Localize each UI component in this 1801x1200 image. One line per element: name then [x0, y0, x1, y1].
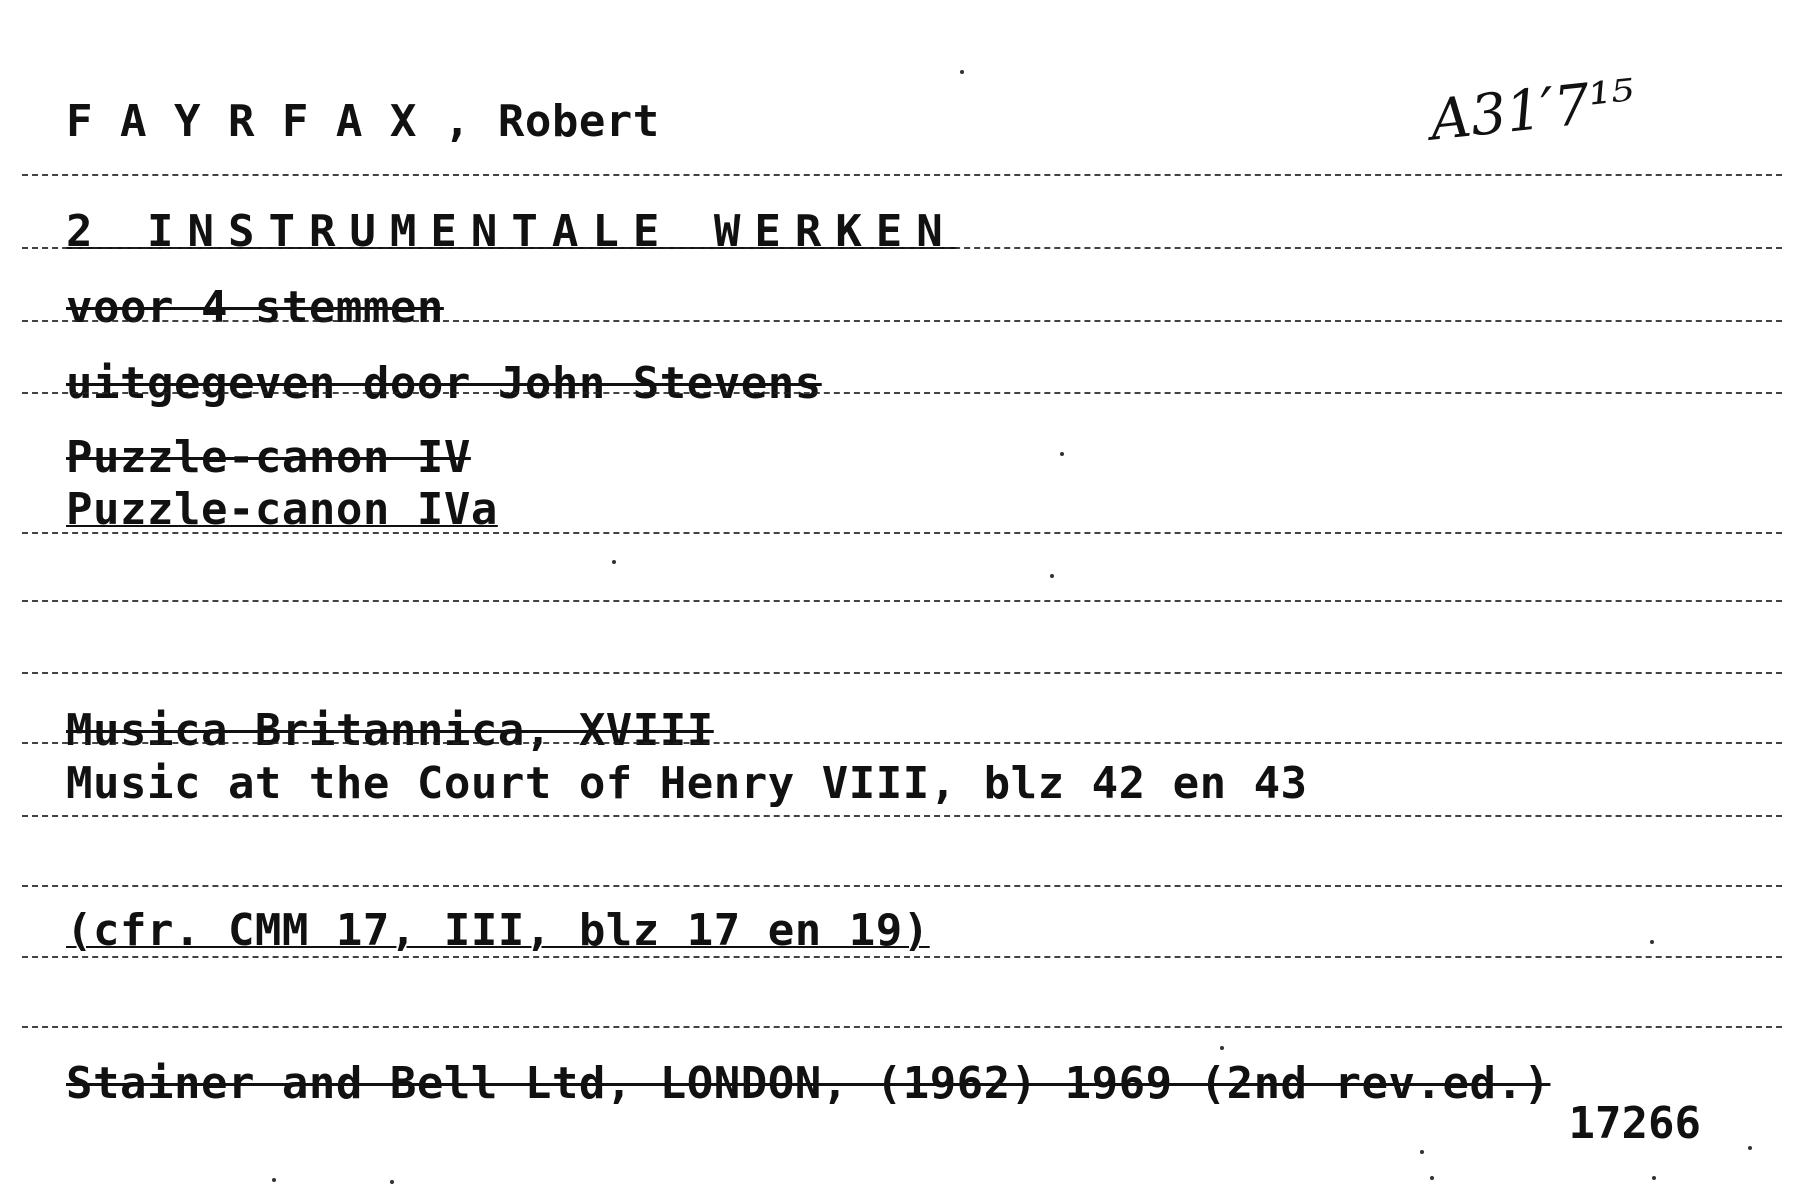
editor-line: uitgegeven door John Stevens — [66, 358, 822, 409]
reference-line: (cfr. CMM 17, III, blz 17 en 19) — [66, 905, 930, 956]
ruled-line — [22, 672, 1782, 674]
author-line: F A Y R F A X , Robert — [66, 96, 660, 147]
ruled-line — [22, 742, 1782, 744]
ruled-line — [22, 247, 1782, 249]
scan-speck — [272, 1178, 276, 1182]
title-line: 2 INSTRUMENTALE WERKEN — [66, 206, 957, 257]
scan-speck — [1430, 1176, 1434, 1180]
scan-speck — [1050, 574, 1054, 578]
scan-speck — [612, 560, 616, 564]
ruled-line — [22, 392, 1782, 394]
scan-speck — [1650, 940, 1654, 944]
catalog-number: 17266 — [1568, 1098, 1701, 1149]
scan-speck — [1060, 452, 1064, 456]
shelfmark-handwritten: A31′7¹⁵ — [1427, 67, 1638, 154]
ruled-line — [22, 174, 1782, 176]
source-line: Music at the Court of Henry VIII, blz 42 en 43 — [66, 758, 1308, 809]
ruled-line — [22, 532, 1782, 534]
work-line-1: Puzzle-canon IV — [66, 432, 471, 483]
work-line-2: Puzzle-canon IVa — [66, 484, 498, 535]
scan-speck — [1220, 1046, 1224, 1050]
ruled-line — [22, 956, 1782, 958]
ruled-line — [22, 885, 1782, 887]
voices-line: voor 4 stemmen — [66, 282, 444, 333]
ruled-line — [22, 1026, 1782, 1028]
scan-speck — [1748, 1146, 1752, 1150]
scan-speck — [1652, 1176, 1656, 1180]
ruled-line — [22, 600, 1782, 602]
scan-speck — [390, 1180, 394, 1184]
ruled-line — [22, 815, 1782, 817]
ruled-line — [22, 320, 1782, 322]
scan-speck — [1420, 1150, 1424, 1154]
publisher-line: Stainer and Bell Ltd, LONDON, (1962) 1969 (2nd rev.ed.) — [66, 1058, 1551, 1109]
series-line: Musica Britannica, XVIII — [66, 705, 714, 756]
scan-speck — [960, 70, 964, 74]
